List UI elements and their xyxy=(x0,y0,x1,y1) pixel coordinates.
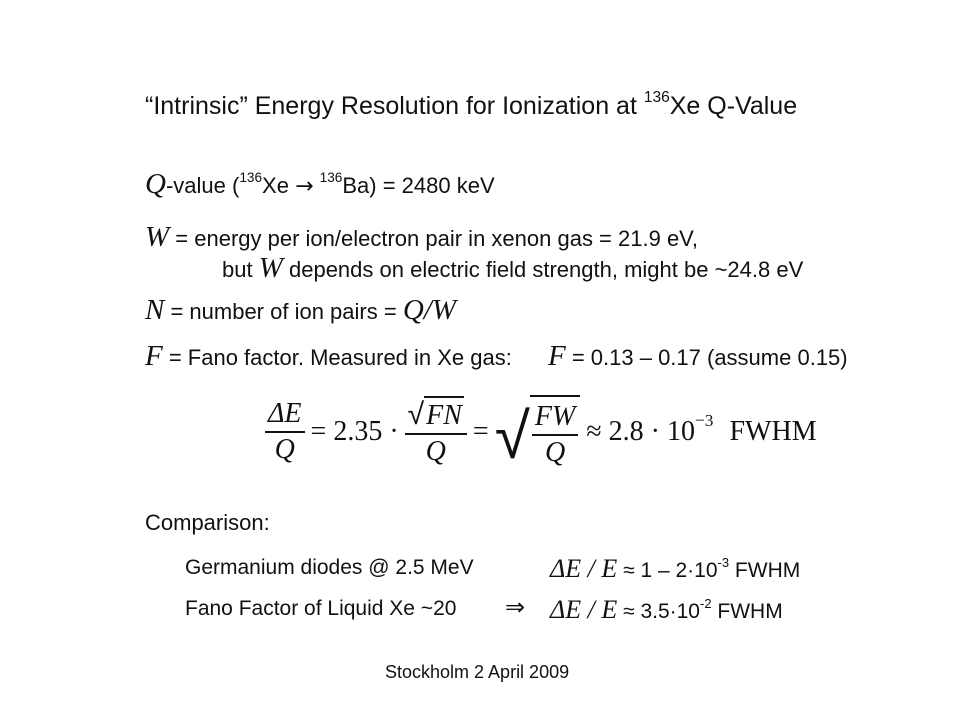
approx-value: ≈ 1 – 2·10 xyxy=(617,559,718,582)
fraction-bar xyxy=(405,433,467,435)
slide-footer: Stockholm 2 April 2009 xyxy=(385,662,570,682)
f-definition xyxy=(145,340,512,373)
fw-numerator: FW xyxy=(534,401,576,432)
fwhm-unit: FWHM xyxy=(711,600,783,623)
slide-title xyxy=(145,88,798,121)
qvalue-line xyxy=(145,168,495,201)
w-continuation xyxy=(222,252,803,285)
f-value-text: = 0.13 – 0.17 (assume 0.15) xyxy=(565,345,848,370)
fwhm-unit: FWHM xyxy=(729,416,817,447)
q-over-w: Q/W xyxy=(402,294,456,326)
n-definition xyxy=(145,294,456,327)
q-denominator: Q xyxy=(544,437,566,468)
comparison-row-formula xyxy=(550,554,800,584)
w-variable: W xyxy=(145,221,170,253)
w-cont-post: depends on electric field strength, might be ~24.8 eV xyxy=(282,257,804,282)
q-variable: Q xyxy=(145,168,166,200)
arrow-icon: → xyxy=(295,174,314,199)
fn-radicand: FN xyxy=(424,396,464,432)
approx-value: ≈ 3.5·10 xyxy=(617,600,700,623)
sqrt-fw-over-q xyxy=(494,395,581,474)
sqrt-fn xyxy=(408,396,464,432)
delta-e-numerator: ΔE xyxy=(268,398,302,429)
implies-arrow-icon: ⇒ xyxy=(505,593,526,621)
exponent: −3 xyxy=(694,411,714,431)
title-mass-number: 136 xyxy=(643,88,670,106)
f-text: = Fano factor. Measured in Xe gas: xyxy=(162,345,512,370)
qvalue-text: -value ( xyxy=(165,173,240,198)
f-variable-measured: F xyxy=(548,340,566,372)
n-text: = number of ion pairs = xyxy=(164,299,403,324)
q-denominator: Q xyxy=(425,436,446,467)
f-variable: F xyxy=(145,340,163,372)
fraction-bar xyxy=(265,431,305,433)
w-definition xyxy=(145,221,698,254)
fwhm-unit: FWHM xyxy=(729,559,801,582)
title-text: “Intrinsic” Energy Resolution for Ionization at xyxy=(145,92,644,120)
fw-over-q xyxy=(532,401,578,469)
q-denominator: Q xyxy=(274,434,295,465)
ba-qvalue-text: Ba) = 2480 keV xyxy=(342,173,495,198)
approx-value: ≈ 2.8 · 10 xyxy=(586,416,695,447)
exponent: -3 xyxy=(717,554,730,570)
delta-e-over-e: ΔE / E xyxy=(550,595,618,624)
sqrt-icon: √ xyxy=(407,397,425,432)
w-cont-pre: but xyxy=(222,257,259,282)
xe-symbol: Xe xyxy=(262,173,296,198)
w-text: = energy per ion/electron pair in xenon gas = 21.9 eV, xyxy=(169,226,698,251)
sqrt-fn-over-q xyxy=(405,396,467,468)
title-suffix: Xe Q-Value xyxy=(669,92,798,120)
f-measured xyxy=(548,340,848,373)
comparison-row-label: Fano Factor of Liquid Xe ~20 xyxy=(185,597,457,620)
fraction-bar xyxy=(532,434,578,436)
n-variable: N xyxy=(145,294,165,326)
comparison-row-label: Germanium diodes @ 2.5 MeV xyxy=(185,556,474,579)
comparison-heading: Comparison: xyxy=(145,510,270,535)
comparison-row-formula xyxy=(550,595,783,625)
exponent: -2 xyxy=(700,595,712,611)
resolution-equation xyxy=(265,395,817,474)
w-variable-inline: W xyxy=(258,252,283,284)
large-sqrt-icon: √ xyxy=(494,400,530,474)
equals-coefficient: = 2.35 · xyxy=(310,416,399,447)
delta-e-over-q xyxy=(265,398,305,466)
ba-mass: 136 xyxy=(319,170,343,186)
delta-e-over-e: ΔE / E xyxy=(550,554,618,583)
equals-sign: = xyxy=(472,416,489,447)
xe-mass: 136 xyxy=(239,170,263,186)
